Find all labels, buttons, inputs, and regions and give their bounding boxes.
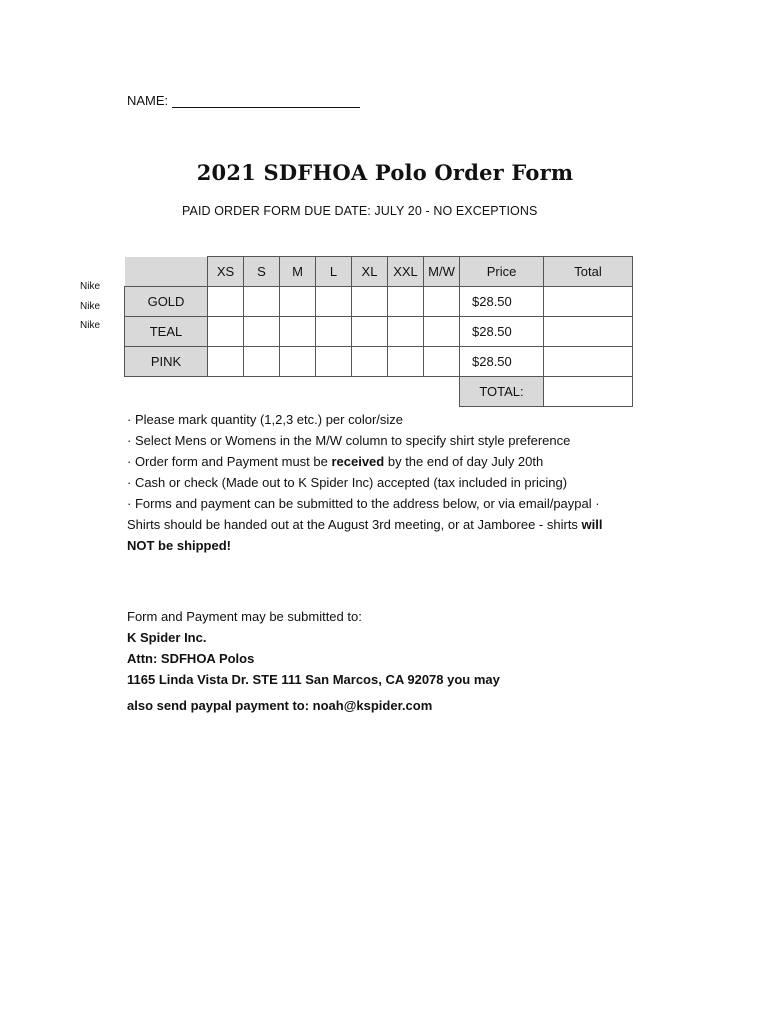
qty-cell[interactable] [316, 287, 352, 317]
name-label: NAME: [127, 93, 169, 108]
mw-cell[interactable] [424, 287, 460, 317]
spacer [280, 377, 316, 407]
table-header-row [125, 257, 633, 287]
instruction-text: · Order form and Payment must be [127, 454, 332, 469]
qty-cell[interactable] [352, 317, 388, 347]
qty-cell[interactable] [244, 347, 280, 377]
qty-cell[interactable] [208, 317, 244, 347]
instruction-emphasis: will [581, 517, 603, 532]
instruction-item: · Please mark quantity (1,2,3 etc.) per color/size [127, 412, 404, 427]
qty-cell[interactable] [280, 317, 316, 347]
col-header-total: Total [544, 257, 633, 287]
brand-label: Nike [80, 281, 101, 292]
qty-cell[interactable] [388, 317, 424, 347]
address-company: K Spider Inc. [127, 630, 207, 645]
mw-cell[interactable] [424, 347, 460, 377]
brand-label: Nike [80, 301, 101, 312]
col-header-xs: XS [208, 257, 244, 287]
col-header-s: S [244, 257, 280, 287]
price-cell: $28.50 [460, 347, 544, 377]
address-attn: Attn: SDFHOA Polos [127, 651, 255, 666]
instruction-item: · Select Mens or Womens in the M/W column to specify shirt style preference [127, 433, 571, 448]
order-table [124, 256, 633, 407]
mw-cell[interactable] [424, 317, 460, 347]
instruction-text: by the end of day July 20th [384, 454, 544, 469]
qty-cell[interactable] [316, 317, 352, 347]
col-header-mw: M/W [424, 257, 460, 287]
col-header-price: Price [460, 257, 544, 287]
qty-cell[interactable] [316, 347, 352, 377]
spacer [388, 377, 424, 407]
total-label: TOTAL: [460, 377, 544, 407]
qty-cell[interactable] [208, 347, 244, 377]
price-cell: $28.50 [460, 317, 544, 347]
qty-cell[interactable] [388, 347, 424, 377]
name-field [127, 93, 360, 108]
table-row [125, 317, 633, 347]
page-title: 2021 SDFHOA Polo Order Form [196, 160, 574, 185]
instruction-item: · Forms and payment can be submitted to the address below, or via email/paypal · [127, 496, 600, 511]
instruction-emphasis: NOT be shipped! [127, 538, 231, 553]
qty-cell[interactable] [352, 287, 388, 317]
spacer [352, 377, 388, 407]
qty-cell[interactable] [388, 287, 424, 317]
col-header-m: M [280, 257, 316, 287]
total-cell[interactable] [544, 317, 633, 347]
col-header-xxl: XXL [388, 257, 424, 287]
table-total-row [125, 377, 633, 407]
instruction-item [127, 535, 657, 556]
instruction-item [127, 514, 657, 535]
col-header-l: L [316, 257, 352, 287]
spacer [424, 377, 460, 407]
total-cell[interactable] [544, 287, 633, 317]
paypal-note: also send paypal payment to: noah@kspider.com [127, 698, 433, 713]
price-cell: $28.50 [460, 287, 544, 317]
qty-cell[interactable] [280, 347, 316, 377]
color-cell-gold: GOLD [125, 287, 208, 317]
name-blank-line[interactable] [172, 94, 360, 108]
qty-cell[interactable] [280, 287, 316, 317]
due-date-notice: PAID ORDER FORM DUE DATE: JULY 20 - NO EXCEPTIONS [182, 204, 538, 218]
mailing-address [127, 606, 500, 690]
spacer [316, 377, 352, 407]
qty-cell[interactable] [244, 317, 280, 347]
instruction-item [127, 451, 657, 472]
address-intro: Form and Payment may be submitted to: [127, 609, 362, 624]
qty-cell[interactable] [208, 287, 244, 317]
col-header-xl: XL [352, 257, 388, 287]
instruction-text: Shirts should be handed out at the August 3rd meeting, or at Jamboree - shirts [127, 517, 582, 532]
address-street: 1165 Linda Vista Dr. STE 111 San Marcos, CA 92078 you may [127, 672, 500, 687]
color-cell-teal: TEAL [125, 317, 208, 347]
spacer [208, 377, 244, 407]
instructions [127, 409, 657, 556]
header-spacer [125, 257, 208, 287]
qty-cell[interactable] [244, 287, 280, 317]
instruction-item: · Cash or check (Made out to K Spider Inc) accepted (tax included in pricing) [127, 475, 568, 490]
total-cell[interactable] [544, 347, 633, 377]
color-cell-pink: PINK [125, 347, 208, 377]
spacer [244, 377, 280, 407]
spacer [125, 377, 208, 407]
grand-total-cell[interactable] [544, 377, 633, 407]
qty-cell[interactable] [352, 347, 388, 377]
brand-label: Nike [80, 320, 101, 331]
table-row [125, 287, 633, 317]
table-row [125, 347, 633, 377]
instruction-emphasis: received [331, 454, 385, 469]
